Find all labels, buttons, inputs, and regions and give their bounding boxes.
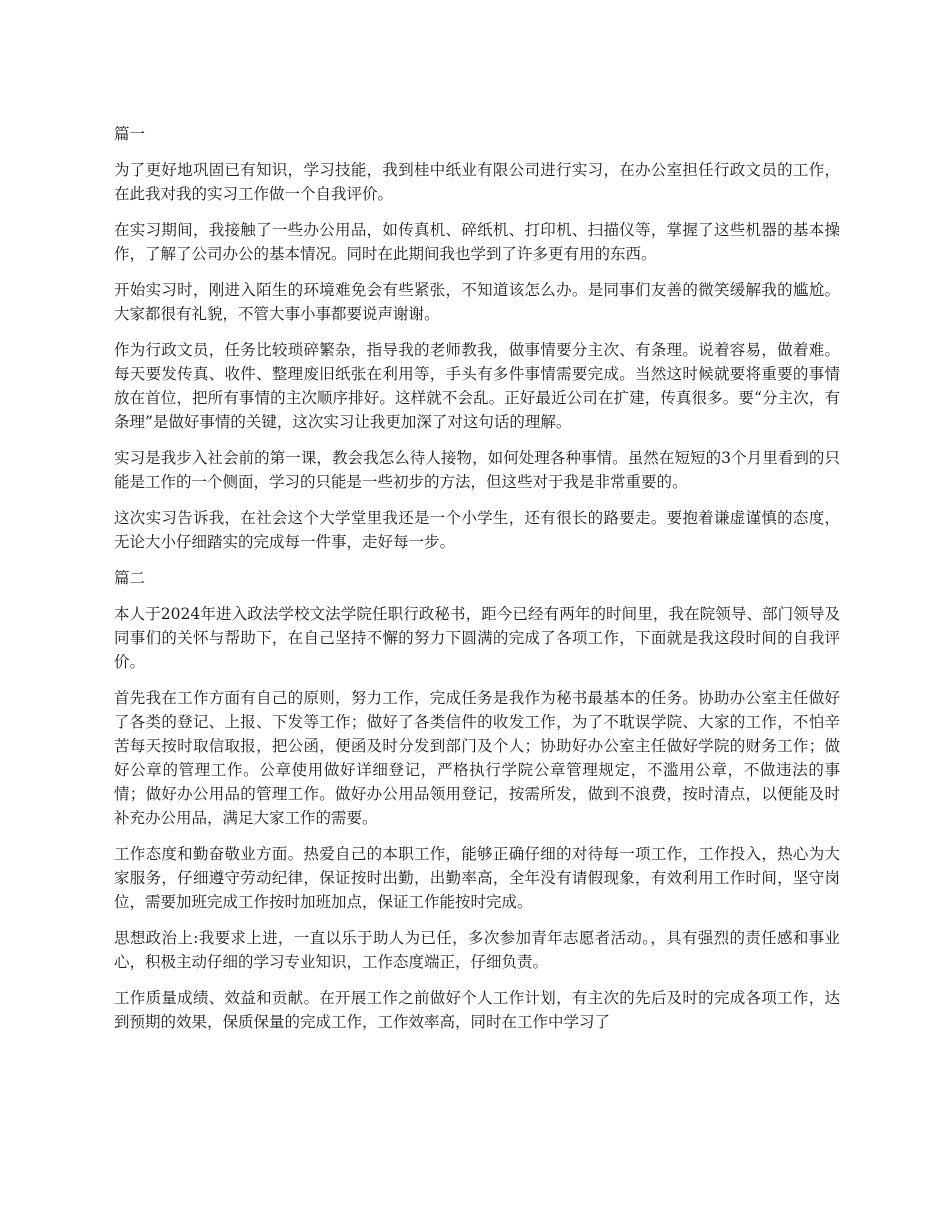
paragraph: 开始实习时，刚进入陌生的环境难免会有些紧张，不知道该怎么办。是同事们友善的微笑缓解我的尴尬。大家都很有礼貌，不管大事小事都要说声谢谢。 xyxy=(114,281,840,323)
paragraph: 这次实习告诉我，在社会这个大学堂里我还是一个小学生，还有很长的路要走。要抱着谦虚谨慎的态度，无论大小仔细踏实的完成每一件事，走好每一步。 xyxy=(114,509,840,551)
document-body xyxy=(114,122,840,1046)
paragraph: 首先我在工作方面有自己的原则，努力工作，完成任务是我作为秘书最基本的任务。协助办公室主任做好了各类的登记、上报、下发等工作；做好了各类信件的收发工作，为了不耽误学院、大家的工作，不怕辛苦每天按时取信取报，把公函，便函及时分发到部门及个人；协助好办公室主任做好学院的财务工作；做好公章的管理工作。公章使用做好详细登记，严格执行学院公章管理规定，不滥用公章，不做违法的事情；做好办公用品的管理工作。做好办公用品领用登记，按需所发，做到不浪费，按时清点，以便能及时补充办公用品，满足大家工作的需要。 xyxy=(114,689,840,827)
section-2 xyxy=(114,566,840,1034)
section-heading: 篇二 xyxy=(114,569,146,587)
paragraph: 思想政治上:我要求上进，一直以乐于助人为已任，多次参加青年志愿者活动。，具有强烈的责任感和事业心，积极主动仔细的学习专业知识，工作态度端正，仔细负责。 xyxy=(114,929,840,971)
section-heading: 篇一 xyxy=(114,125,146,143)
paragraph: 为了更好地巩固已有知识，学习技能，我到桂中纸业有限公司进行实习，在办公室担任行政文员的工作，在此我对我的实习工作做一个自我评价。 xyxy=(114,161,840,203)
section-1 xyxy=(114,122,840,554)
paragraph: 作为行政文员，任务比较琐碎繁杂，指导我的老师教我，做事情要分主次、有条理。说着容易，做着难。每天要发传真、收件、整理废旧纸张在利用等，手头有多件事情需要完成。当然这时候就要将重要的事情放在首位，把所有事情的主次顺序排好。这样就不会乱。正好最近公司在扩建，传真很多。要“分主次，有条理”是做好事情的关键，这次实习让我更加深了对这句话的理解。 xyxy=(114,341,840,431)
paragraph: 实习是我步入社会前的第一课，教会我怎么待人接物，如何处理各种事情。虽然在短短的3个月里看到的只能是工作的一个侧面，学习的只能是一些初步的方法，但这些对于我是非常重要的。 xyxy=(114,449,840,491)
paragraph: 在实习期间，我接触了一些办公用品，如传真机、碎纸机、打印机、扫描仪等，掌握了这些机器的基本操作，了解了公司办公的基本情况。同时在此期间我也学到了许多更有用的东西。 xyxy=(114,221,840,263)
paragraph: 工作质量成绩、效益和贡献。在开展工作之前做好个人工作计划，有主次的先后及时的完成各项工作，达到预期的效果，保质保量的完成工作，工作效率高，同时在工作中学习了 xyxy=(114,989,840,1031)
paragraph: 本人于2024年进入政法学校文法学院任职行政秘书，距今已经有两年的时间里，我在院领导、部门领导及同事们的关怀与帮助下，在自己坚持不懈的努力下圆满的完成了各项工作，下面就是我这段时间的自我评价。 xyxy=(114,605,840,671)
paragraph: 工作态度和勤奋敬业方面。热爱自己的本职工作，能够正确仔细的对待每一项工作，工作投入，热心为大家服务，仔细遵守劳动纪律，保证按时出勤，出勤率高，全年没有请假现象，有效利用工作时间，坚守岗位，需要加班完成工作按时加班加点，保证工作能按时完成。 xyxy=(114,845,840,911)
